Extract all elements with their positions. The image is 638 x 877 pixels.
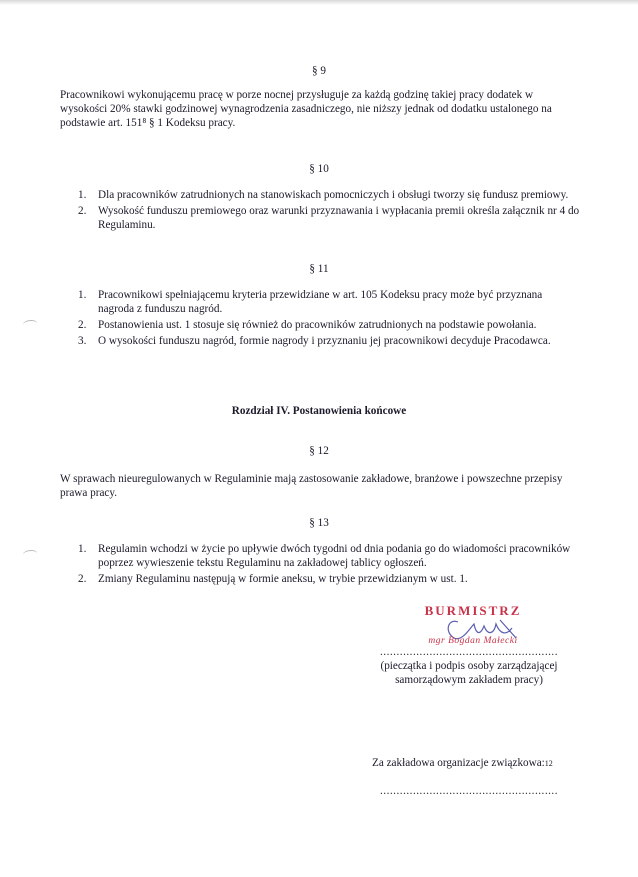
list-item-number: 2. [78,205,87,217]
section-11-list [60,288,580,350]
stamp-name: mgr Bogdan Małecki [428,636,518,646]
list-item [60,188,580,202]
union-signature-line: ...................................................... [379,785,559,797]
list-item-text: O wysokości funduszu nagród, formie nagrody i przyznaniu jej pracownikowi decyduje Pracodawca. [98,335,551,347]
section-11-heading: § 11 [309,263,329,275]
list-item [60,542,580,570]
union-signature-label [372,756,553,771]
list-item-number: 1. [78,543,87,555]
list-item-text: Zmiany Regulaminu następują w formie aneksu, w trybie przewidzianym w ust. 1. [98,573,468,585]
chapter-heading: Rozdział IV. Postanowienia końcowe [231,405,407,417]
list-item [60,572,580,586]
director-signature-line: ...................................................... [379,646,559,658]
section-13-list [60,542,580,588]
scan-top-edge [0,0,638,5]
section-10-list [60,188,580,234]
list-item-text: Dla pracowników zatrudnionych na stanowiskach pomocniczych i obsługi tworzy się fundusz premiowy. [98,189,569,201]
list-item [60,334,580,348]
list-item-number: 1. [78,289,87,301]
section-10-heading: § 10 [309,163,329,175]
director-caption-line-1: (pieczątka i podpis osoby zarządzającej [380,660,558,672]
list-item-text: Wysokość funduszu premiowego oraz warunki przyznawania i wypłacania premii określa załącznik nr 4 do Regulaminu. [98,205,580,231]
list-item-text: Regulamin wchodzi w życie po upływie dwóch tygodni od dnia podania go do wiadomości pracowników poprzez wywieszenie tekstu Regulaminu na zakładowej tablicy ogłoszeń. [98,543,571,569]
section-13-heading: § 13 [309,517,329,529]
list-item [60,318,580,332]
stamp-title: BURMISTRZ [424,603,522,618]
list-item-number: 3. [78,335,87,347]
list-item [60,288,580,316]
union-label-text: Za zakładowa organizacje związkowa: [372,757,545,769]
section-9-heading: § 9 [312,65,326,77]
list-item-number: 2. [78,319,87,331]
union-page-mark: 12 [544,759,553,768]
list-item-text: Postanowienia ust. 1 stosuje się również do pracowników zatrudnionych na podstawie powołania. [98,319,537,331]
director-caption-line-2: samorządowym zakładem pracy) [395,674,543,686]
margin-punch-mark [23,320,37,328]
section-12-heading: § 12 [309,445,329,457]
list-item [60,204,580,232]
section-9-text: Pracownikowi wykonującemu pracę w porze nocnej przysługuje za każdą godzinę takiej pracy dodatek w wysokości 20% stawki godzinowej wynagrodzenia zasadniczego, nie niższy jednak od dodatku ustalonego na podstawie art. 151⁸ § 1 Kodeksu pracy. [60,89,552,129]
list-item-number: 1. [78,189,87,201]
section-12-text: W sprawach nieuregulowanych w Regulaminie mają zastosowanie zakładowe, branżowe i powszechne przepisy prawa pracy. [60,473,563,499]
list-item-text: Pracownikowi spełniającemu kryteria przewidziane w art. 105 Kodeksu pracy może być przyznana nagroda z funduszu nagród. [98,289,543,315]
list-item-number: 2. [78,573,87,585]
margin-punch-mark [23,550,37,558]
